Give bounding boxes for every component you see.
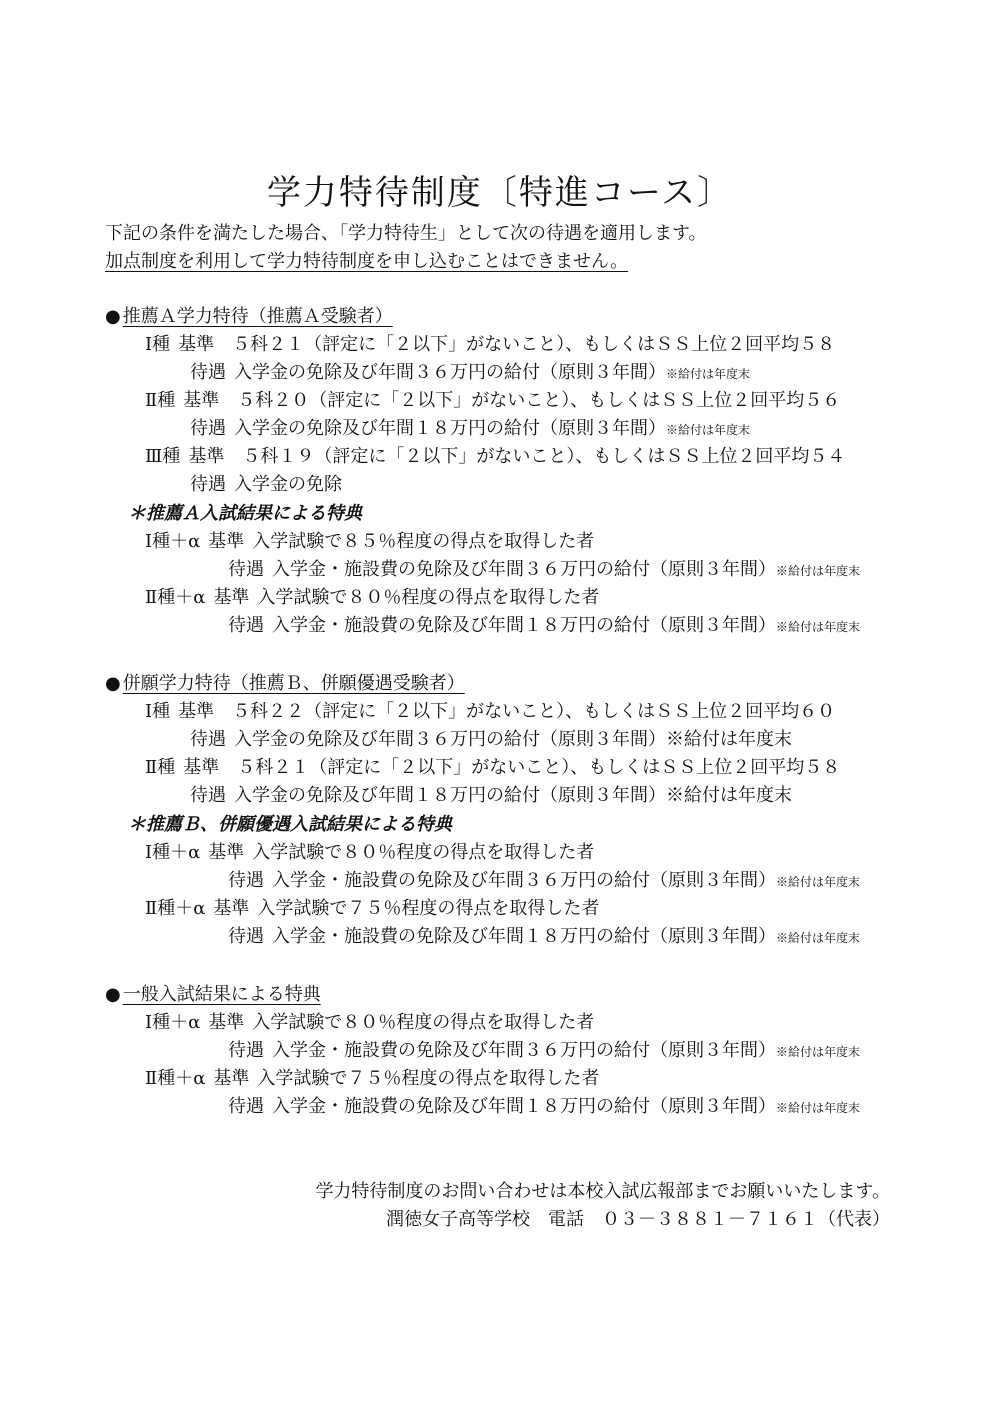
special-heading: ＊推薦Ａ入試結果による特典 bbox=[128, 503, 362, 524]
grade-row: Ⅲ種 基準 ５科１９（評定に「２以下」がないこと）、もしくはＳＳ上位２回平均５４ bbox=[145, 446, 846, 467]
special-taigu-row: 待遇 入学金・施設費の免除及び年間３６万円の給付（原則３年間）※給付は年度末 bbox=[228, 870, 861, 891]
special-heading: ＊推薦Ｂ、併願優遇入試結果による特典 bbox=[128, 814, 452, 835]
special-taigu-row: 待遇 入学金・施設費の免除及び年間３６万円の給付（原則３年間）※給付は年度末 bbox=[228, 1040, 861, 1061]
grade-row: Ⅱ種 基準 ５科２０（評定に「２以下」がないこと）、もしくはＳＳ上位２回平均５６ bbox=[145, 390, 841, 411]
grade-taigu-row: 待遇 入学金の免除及び年間３６万円の給付（原則３年間）※給付は年度末 bbox=[190, 729, 792, 750]
grade-taigu-row: 待遇 入学金の免除及び年間３６万円の給付（原則３年間）※給付は年度末 bbox=[190, 362, 751, 383]
section-heading-suisen-a: ● 推薦Ａ学力特待（推薦Ａ受験者） bbox=[105, 306, 393, 327]
special-taigu-row: 待遇 入学金・施設費の免除及び年間１８万円の給付（原則３年間）※給付は年度末 bbox=[228, 926, 861, 947]
section-heading-ippan: ● 一般入試結果による特典 bbox=[105, 984, 321, 1005]
special-row: Ⅱ種＋α 基準 入学試験で８０％程度の得点を取得した者 bbox=[145, 587, 600, 608]
special-taigu-row: 待遇 入学金・施設費の免除及び年間１８万円の給付（原則３年間）※給付は年度末 bbox=[228, 1096, 861, 1117]
grade-taigu-row: 待遇 入学金の免除 bbox=[190, 474, 342, 495]
grade-row: Ⅱ種 基準 ５科２１（評定に「２以下」がないこと）、もしくはＳＳ上位２回平均５８ bbox=[145, 757, 841, 778]
grade-taigu-row: 待遇 入学金の免除及び年間１８万円の給付（原則３年間）※給付は年度末 bbox=[190, 418, 751, 439]
special-row: Ⅱ種＋α 基準 入学試験で７５％程度の得点を取得した者 bbox=[145, 898, 600, 919]
special-row: Ⅰ種＋α 基準 入学試験で８５％程度の得点を取得した者 bbox=[145, 531, 595, 552]
special-row: Ⅰ種＋α 基準 入学試験で８０％程度の得点を取得した者 bbox=[145, 842, 595, 863]
section-heading-heigan: ● 併願学力特待（推薦Ｂ、併願優遇受験者） bbox=[105, 673, 465, 694]
special-taigu-row: 待遇 入学金・施設費の免除及び年間３６万円の給付（原則３年間）※給付は年度末 bbox=[228, 559, 861, 580]
intro-line-1: 下記の条件を満たした場合、「学力特待生」として次の待遇を適用します。 bbox=[105, 223, 707, 244]
intro-line-2: 加点制度を利用して学力特待制度を申し込むことはできません。 bbox=[105, 251, 629, 272]
footer-inquiry: 学力特待制度のお問い合わせは本校入試広報部までお願いいたします。 bbox=[315, 1181, 890, 1202]
bullet-icon: ● bbox=[105, 673, 121, 694]
page-title: 学力特待制度〔特進コース〕 bbox=[266, 173, 734, 213]
grade-row: Ⅰ種 基準 ５科２１（評定に「２以下」がないこと）、もしくはＳＳ上位２回平均５８ bbox=[145, 334, 836, 355]
special-taigu-row: 待遇 入学金・施設費の免除及び年間１８万円の給付（原則３年間）※給付は年度末 bbox=[228, 615, 861, 636]
special-row: Ⅰ種＋α 基準 入学試験で８０％程度の得点を取得した者 bbox=[145, 1012, 595, 1033]
bullet-icon: ● bbox=[105, 306, 121, 327]
school-name: 潤徳女子高等学校 bbox=[386, 1209, 530, 1230]
phone-label: 電話 bbox=[548, 1209, 584, 1230]
bullet-icon: ● bbox=[105, 984, 121, 1005]
footer-contact bbox=[386, 1208, 890, 1232]
special-row: Ⅱ種＋α 基準 入学試験で７５％程度の得点を取得した者 bbox=[145, 1068, 600, 1089]
grade-taigu-row: 待遇 入学金の免除及び年間１８万円の給付（原則３年間）※給付は年度末 bbox=[190, 785, 792, 806]
grade-row: Ⅰ種 基準 ５科２２（評定に「２以下」がないこと）、もしくはＳＳ上位２回平均６０ bbox=[145, 701, 836, 722]
phone-number: ０３－３８８１－７１６１（代表） bbox=[602, 1209, 890, 1230]
